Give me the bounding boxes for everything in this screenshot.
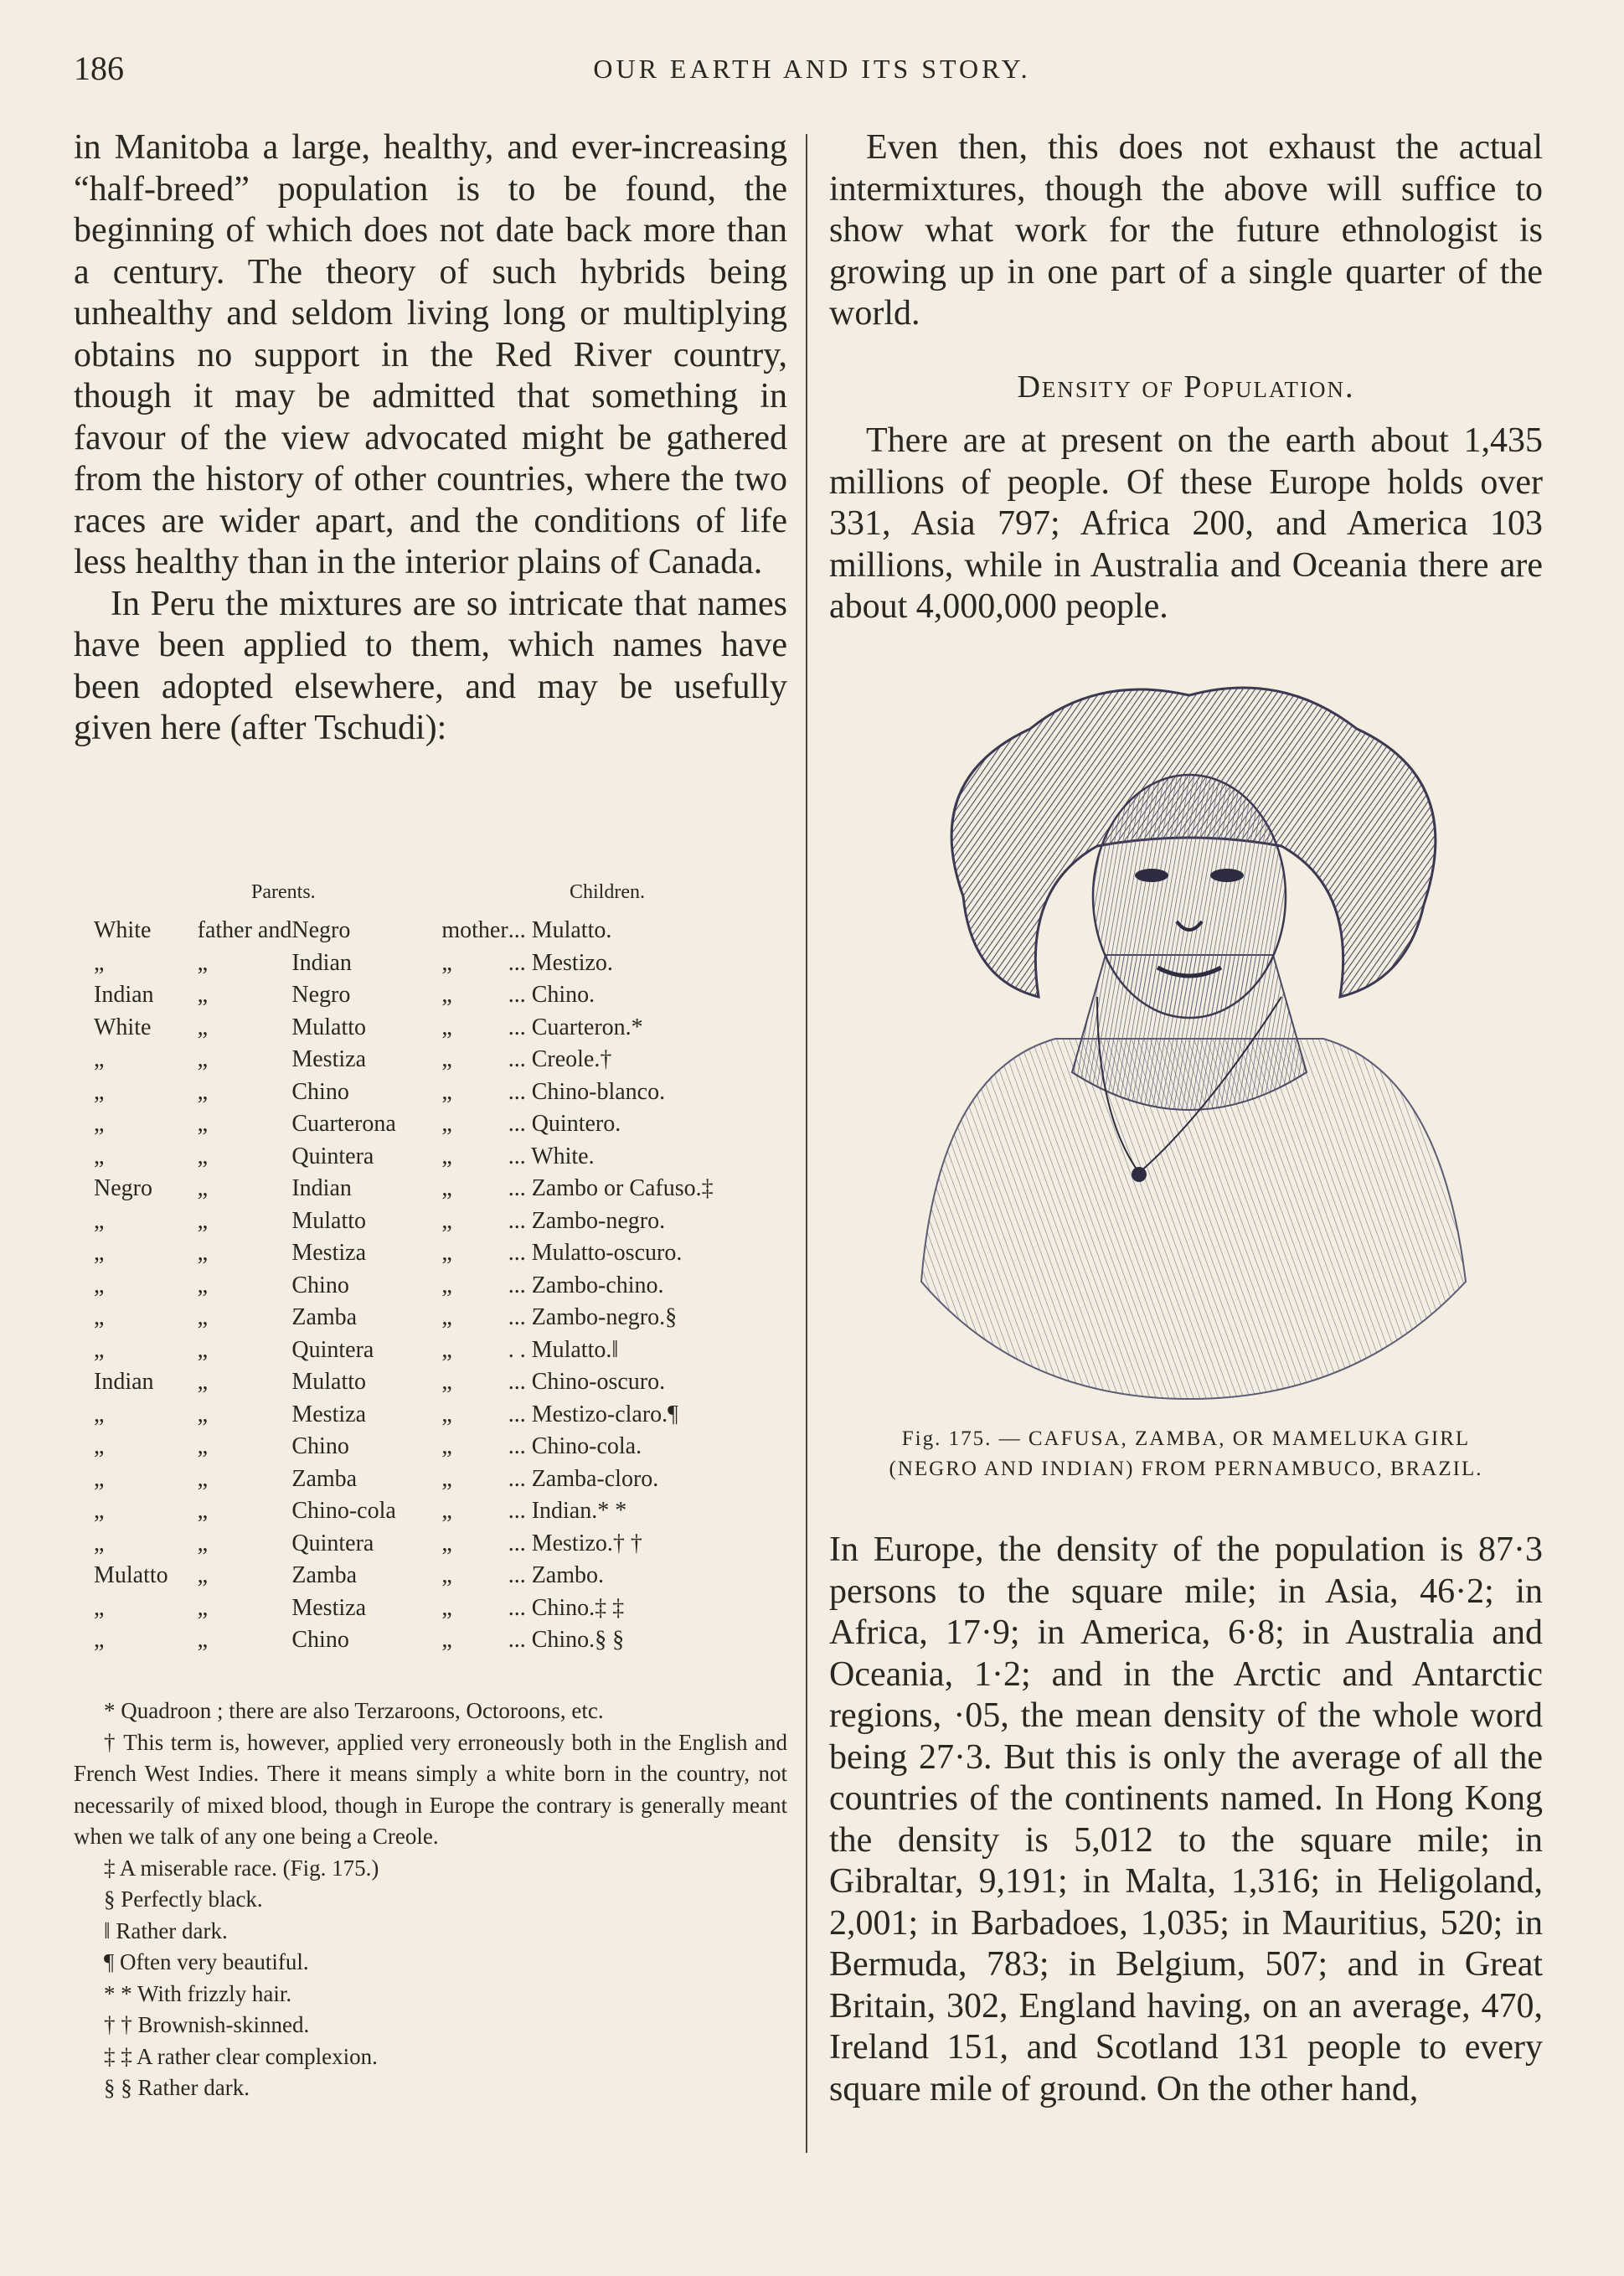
mother-cell: Mestiza [291,1046,366,1073]
footnote: ‡ ‡ A rather clear complexion. [104,2043,378,2069]
connector-cell: „ [197,1143,209,1169]
child-cell: ... Zambo-negro. [508,1207,666,1234]
connector-cell: „ [197,1627,209,1654]
child-cell: ... Zambo-negro.§ [508,1304,678,1331]
mother-cell: Chino-cola [291,1498,396,1525]
mother-cell: Mulatto [291,1014,367,1040]
table-row [94,915,789,947]
mother-cell: Zamba [291,1465,358,1492]
child-cell: ... Creole.† [508,1046,612,1073]
column-divider [806,134,807,2153]
connector-cell: „ [197,1078,209,1105]
child-cell: ... Mulatto. [508,917,612,944]
footnote: § Perfectly black. [104,1886,263,1912]
mother-cell: Indian [291,1175,352,1202]
caption-line: Fig. 175. — CAFUSA, ZAMBA, OR MAMELUKA GIRL [901,1427,1471,1450]
table-row [94,1076,789,1109]
connector-cell: „ [197,982,209,1009]
connector-cell: „ [197,1304,209,1331]
ditto-cell: „ [441,1336,452,1363]
table-row [94,1044,789,1076]
ditto-cell: „ [441,1304,452,1331]
connector-cell: „ [197,1498,209,1525]
ditto-cell: „ [441,1627,452,1654]
father-cell: „ [94,1530,105,1556]
ditto-cell: „ [441,1401,452,1427]
father-cell: „ [94,1240,105,1267]
father-cell: „ [94,1046,105,1073]
child-cell: ... Chino-cola. [508,1433,642,1460]
ditto-cell: „ [441,1594,452,1621]
father-cell: Indian [94,982,154,1009]
child-cell: ... Zambo-chino. [508,1272,664,1298]
table-header-parents: Parents. [251,881,316,903]
ditto-cell: „ [441,1530,452,1556]
page-number: 186 [74,49,124,87]
father-cell: „ [94,1498,105,1525]
child-cell: ... Quintero. [508,1111,621,1138]
table-row [94,1302,789,1334]
ditto-cell: „ [441,982,452,1009]
paragraph: In Europe, the density of the population is 87·3 persons to the square mile; in Asia, 46·2; in Africa, 17·9; in America, 6·8; in Australia and Oceania, 1·2; and in the Arctic and Antarctic regions, ·05, the mean density of the whole word being 27·3. But this is only the average of all the countries of the continents named. In Hong Kong the density is 5,012 to the square mile; in Gibraltar, 9,191; in Malta, 1,316; in Heligoland, 2,001; in Barbadoes, 1,035; in Mauritius, 520; in Bermuda, 783; in Belgium, 507; and in Great Britain, 302, England having, on an average, 470, Ireland 151, and Scotland 131 people to every square mile of ground. On the other hand, [829,1530,1543,2108]
connector-cell: „ [197,1433,209,1460]
table-row [94,1399,789,1432]
footnote: ¶ Often very beautiful. [104,1949,309,1974]
table-row [94,1592,789,1625]
running-title: OUR EARTH AND ITS STORY. [593,54,1031,84]
mother-cell: Chino [291,1433,349,1460]
mother-cell: Quintera [291,1143,374,1169]
child-cell: ... Mestizo. [508,949,613,976]
mother-cell: Mulatto [291,1207,367,1234]
mother-cell: Mestiza [291,1401,366,1427]
father-cell: „ [94,1207,105,1234]
mother-cell: Quintera [291,1530,374,1556]
child-cell: ... White. [508,1143,595,1169]
figure-caption [829,1424,1543,1484]
connector-cell: „ [197,1336,209,1363]
mother-cell: Negro [291,917,351,944]
father-cell: „ [94,1336,105,1363]
footnote: ‖ Rather dark. [104,1917,228,1943]
ditto-cell: „ [441,1433,452,1460]
father-cell: „ [94,1433,105,1460]
child-cell: ... Zamba-cloro. [508,1465,659,1492]
table-row [94,1366,789,1399]
child-cell: ... Chino.‡ ‡ [508,1594,625,1621]
child-cell: . . Mulatto.‖ [508,1336,619,1363]
child-cell: ... Chino.§ § [508,1627,625,1654]
table-row [94,1141,789,1174]
connector-cell: „ [197,949,209,976]
footnote: * * With frizzly hair. [104,1980,292,2006]
table-row [94,1237,789,1270]
table-row [94,1560,789,1592]
ditto-cell: „ [441,1498,452,1525]
mother-cell: Mulatto [291,1369,367,1396]
mother-cell: Mestiza [291,1240,366,1267]
father-cell: „ [94,1401,105,1427]
left-column-text [74,127,787,750]
table-row [94,1108,789,1141]
ditto-cell: „ [441,949,452,976]
table-row [94,1528,789,1561]
connector-cell: „ [197,1562,209,1589]
father-cell: „ [94,1465,105,1492]
table-row [94,1270,789,1303]
ditto-cell: „ [441,1562,452,1589]
child-cell: ... Zambo. [508,1562,604,1589]
ditto-cell: „ [441,1014,452,1040]
child-cell: ... Chino. [508,982,595,1009]
mother-cell: Indian [291,949,352,976]
child-cell: ... Mestizo.† † [508,1530,642,1556]
ditto-cell: „ [441,1240,452,1267]
ditto-cell: „ [441,1207,452,1234]
father-cell: „ [94,1272,105,1298]
child-cell: ... Cuarteron.* [508,1014,643,1040]
connector-cell: father and [197,917,292,944]
connector-cell: „ [197,1530,209,1556]
ditto-cell: mother [441,917,508,944]
right-column-text-middle [829,421,1543,628]
father-cell: Negro [94,1175,152,1202]
ditto-cell: „ [441,1111,452,1138]
father-cell: „ [94,1111,105,1138]
father-cell: „ [94,1143,105,1169]
ditto-cell: „ [441,1369,452,1396]
father-cell: „ [94,1078,105,1105]
connector-cell: „ [197,1465,209,1492]
portrait-engraving [888,679,1491,1407]
child-cell: ... Mulatto-oscuro. [508,1240,683,1267]
connector-cell: „ [197,1369,209,1396]
ditto-cell: „ [441,1175,452,1202]
table-row [94,1173,789,1205]
table-row [94,1334,789,1367]
caption-line: (NEGRO AND INDIAN) FROM PERNAMBUCO, BRAZIL. [889,1458,1483,1480]
table-row [94,1463,789,1496]
ditto-cell: „ [441,1046,452,1073]
paragraph: In Peru the mixtures are so intricate that names have been applied to them, which names have been adopted elsewhere, and may be usefully given here (after Tschudi): [74,584,787,747]
footnote: † † Brownish-skinned. [104,2012,310,2037]
mother-cell: Chino [291,1272,349,1298]
father-cell: White [94,917,152,944]
table-row [94,1012,789,1045]
connector-cell: „ [197,1014,209,1040]
mother-cell: Negro [291,982,351,1009]
footnote: § § Rather dark. [104,2075,250,2100]
father-cell: Mulatto [94,1562,168,1589]
father-cell: „ [94,1594,105,1621]
mother-cell: Cuarterona [291,1111,396,1138]
paragraph: There are at present on the earth about 1,435 millions of people. Of these Europe holds over 331, Asia 797; Africa 200, and America 103 millions, while in Australia and Oceania there are about 4,000,000 people. [829,421,1543,626]
ditto-cell: „ [441,1078,452,1105]
parentage-table [94,915,789,1657]
section-heading: Density of Population. [1017,369,1355,405]
table-row [94,979,789,1012]
father-cell: White [94,1014,152,1040]
mother-cell: Zamba [291,1304,358,1331]
connector-cell: „ [197,1175,209,1202]
mother-cell: Chino [291,1627,349,1654]
father-cell: „ [94,949,105,976]
father-cell: Indian [94,1369,154,1396]
table-row [94,1205,789,1238]
mother-cell: Chino [291,1078,349,1105]
connector-cell: „ [197,1046,209,1073]
connector-cell: „ [197,1594,209,1621]
table-row [94,1495,789,1528]
connector-cell: „ [197,1272,209,1298]
mother-cell: Mestiza [291,1594,366,1621]
ditto-cell: „ [441,1143,452,1169]
child-cell: ... Zambo or Cafuso.‡ [508,1175,714,1202]
child-cell: ... Mestizo-claro.¶ [508,1401,678,1427]
connector-cell: „ [197,1401,209,1427]
child-cell: ... Indian.* * [508,1498,627,1525]
father-cell: „ [94,1304,105,1331]
mother-cell: Zamba [291,1562,358,1589]
table-row [94,1624,789,1657]
right-column-text-top [829,127,1543,335]
footnote: † This term is, however, applied very erroneously both in the English and French West Indies. There it means simply a white born in the country, not necessarily of mixed blood, though in Europe the contrary is generally meant when we talk of any one being a Creole. [74,1729,787,1849]
mother-cell: Quintera [291,1336,374,1363]
right-column-text-bottom [829,1530,1543,2110]
footnotes [74,1695,787,2104]
connector-cell: „ [197,1207,209,1234]
table-row [94,947,789,980]
ditto-cell: „ [441,1465,452,1492]
child-cell: ... Chino-oscuro. [508,1369,666,1396]
paragraph: in Manitoba a large, healthy, and ever-increasing “half-breed” population is to be found, the beginning of which does not date back more than a century. The theory of such hybrids being unhealthy and seldom living long or multiplying obtains no support in the Red River country, though it may be admitted that something in favour of the view advocated might be gathered from the history of other countries, where the two races are wider apart, and the conditions of life less healthy than in the interior plains of Canada. [74,128,787,581]
paragraph: Even then, this does not exhaust the actual intermixtures, though the above will suffice to show what work for the future ethnologist is growing up in one part of a single quarter of the world. [829,128,1543,333]
connector-cell: „ [197,1111,209,1138]
table-row [94,1431,789,1463]
child-cell: ... Chino-blanco. [508,1078,666,1105]
ditto-cell: „ [441,1272,452,1298]
footnote: ‡ A miserable race. (Fig. 175.) [104,1855,379,1881]
footnote: * Quadroon ; there are also Terzaroons, Octoroons, etc. [104,1698,604,1723]
father-cell: „ [94,1627,105,1654]
connector-cell: „ [197,1240,209,1267]
table-header-children: Children. [570,881,645,903]
